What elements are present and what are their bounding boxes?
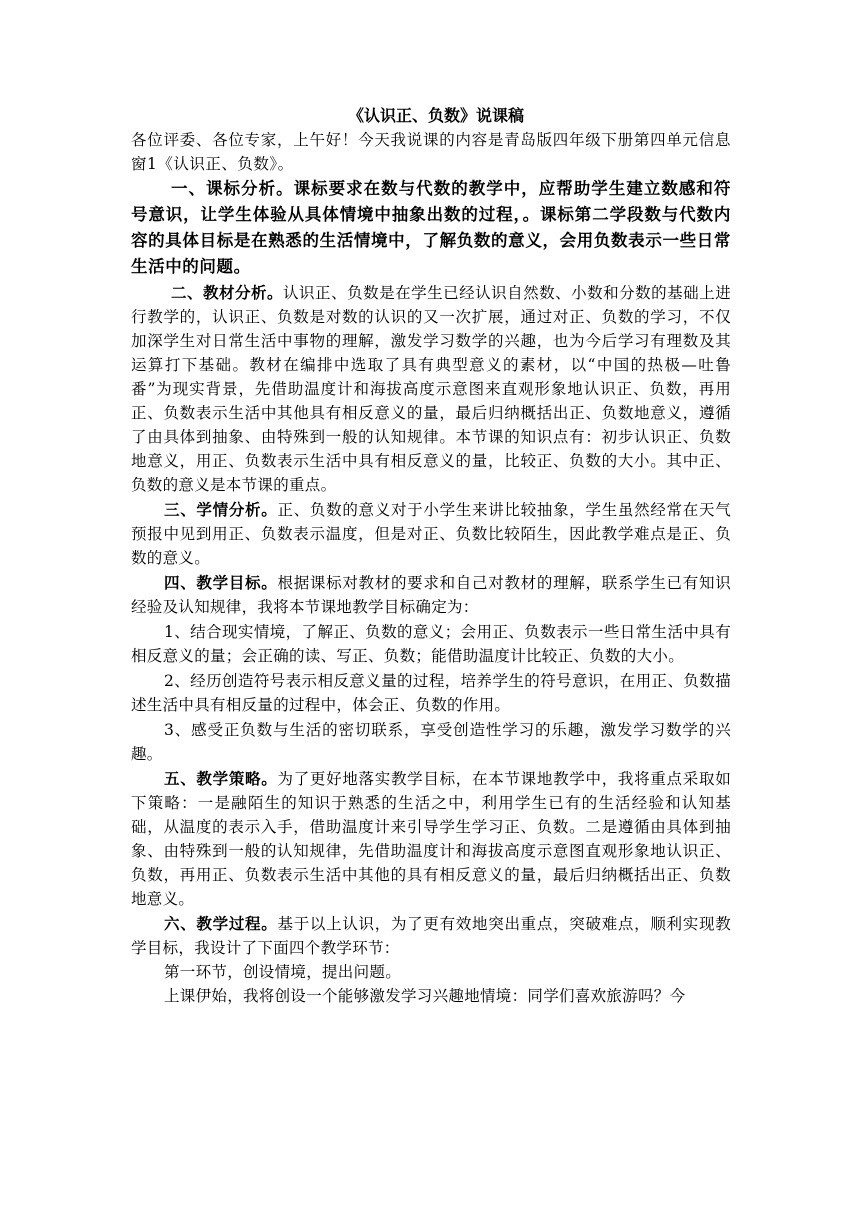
section-heading: 三、学情分析。 bbox=[164, 500, 278, 519]
teaching-step-1-text: 上课伊始，我将创设一个能够激发学习兴趣地情境：同学们喜欢旅游吗？今 bbox=[164, 987, 686, 1005]
document-page bbox=[131, 104, 731, 1008]
teaching-step-1-heading: 第一环节，创设情境，提出问题。 bbox=[164, 963, 402, 981]
objective-item: 1、结合现实情境，了解正、负数的意义；会用正、负数表示一些日常生活中具有相反意义的量；会正确的读、写正、负数；能借助温度计比较正、负数的大小。 bbox=[131, 623, 731, 665]
section-student-analysis bbox=[131, 498, 731, 570]
section-teaching-objectives bbox=[131, 571, 731, 619]
section-text: 课标要求在数与代数的教学中，应帮助学生建立数感和符号意识，让学生体验从具体情境中抽象出数的过程，。课标第二学段数与代数内容的具体目标是在熟悉的生活情境中，了解负数的意义，会用负数表示一些日常生活中的问题。 bbox=[131, 179, 732, 276]
section-teaching-strategy bbox=[131, 767, 731, 911]
section-heading: 二、教材分析。 bbox=[171, 283, 284, 302]
section-textbook-analysis bbox=[131, 281, 731, 497]
objective-item: 2、经历创造符号表示相反意义量的过程，培养学生的符号意识，在用正、负数描述生活中具有相反量的过程中，体会正、负数的作用。 bbox=[131, 672, 731, 714]
section-text: 正、负数的意义对于小学生来讲比较抽象，学生虽然经常在天气预报中见到用正、负数表示温度，但是对正、负数比较陌生，因此教学难点是正、负数的意义。 bbox=[131, 501, 731, 567]
section-heading: 六、教学过程。 bbox=[164, 914, 278, 933]
section-course-standard-analysis bbox=[131, 176, 731, 280]
objective-item: 3、感受正负数与生活的密切联系，享受创造性学习的乐趣，激发学习数学的兴趣。 bbox=[131, 721, 731, 763]
section-text: 基于以上认识，为了更有效地突出重点，突破难点，顺利实现教学目标，我设计了下面四个教学环节： bbox=[131, 915, 731, 957]
section-text: 根据课标对教材的要求和自己对教材的理解，联系学生已有知识经验及认知规律，我将本节课地教学目标确定为： bbox=[131, 574, 731, 616]
section-teaching-process bbox=[131, 912, 731, 960]
objectives-list bbox=[131, 620, 731, 766]
section-heading: 五、教学策略。 bbox=[164, 769, 278, 788]
intro-paragraph: 各位评委、各位专家，上午好！今天我说课的内容是青岛版四年级下册第四单元信息窗1《认识正、负数》。 bbox=[131, 131, 731, 173]
section-text: 认识正、负数是在学生已经认识自然数、小数和分数的基础上进行教学的，认识正、负数是对数的认识的又一次扩展，通过对正、负数的学习，不仅加深学生对日常生活中事物的理解，激发学习数学的兴趣，也为今后学习有理数及其运算打下基础。教材在编排中选取了具有典型意义的素材，以“中国的热极—吐鲁番”为现实背景，先借助温度计和海拔高度示意图来直观形象地认识正、负数，再用正、负数表示生活中其他具有相反意义的量，最后归纳概括出正、负数地意义，遵循了由具体到抽象、由特殊到一般的认知规律。本节课的知识点有：初步认识正、负数地意义，用正、负数表示生活中具有相反意义的量，比较正、负数的大小。其中正、负数的意义是本节课的重点。 bbox=[131, 284, 731, 494]
section-text: 为了更好地落实教学目标，在本节课地教学中，我将重点采取如下策略：一是融陌生的知识于熟悉的生活之中，利用学生已有的生活经验和认知基础，从温度的表示入手，借助温度计来引导学生学习正、负数。二是遵循由具体到抽象、由特殊到一般的认知规律，先借助温度计和海拔高度示意图直观形象地认识正、负数，再用正、负数表示生活中其他的具有相反意义的量，最后归纳概括出正、负数地意义。 bbox=[131, 770, 731, 908]
section-heading: 一、课标分析。 bbox=[171, 179, 294, 198]
section-heading: 四、教学目标。 bbox=[164, 573, 278, 592]
document-title: 《认识正、负数》说课稿 bbox=[347, 106, 524, 125]
